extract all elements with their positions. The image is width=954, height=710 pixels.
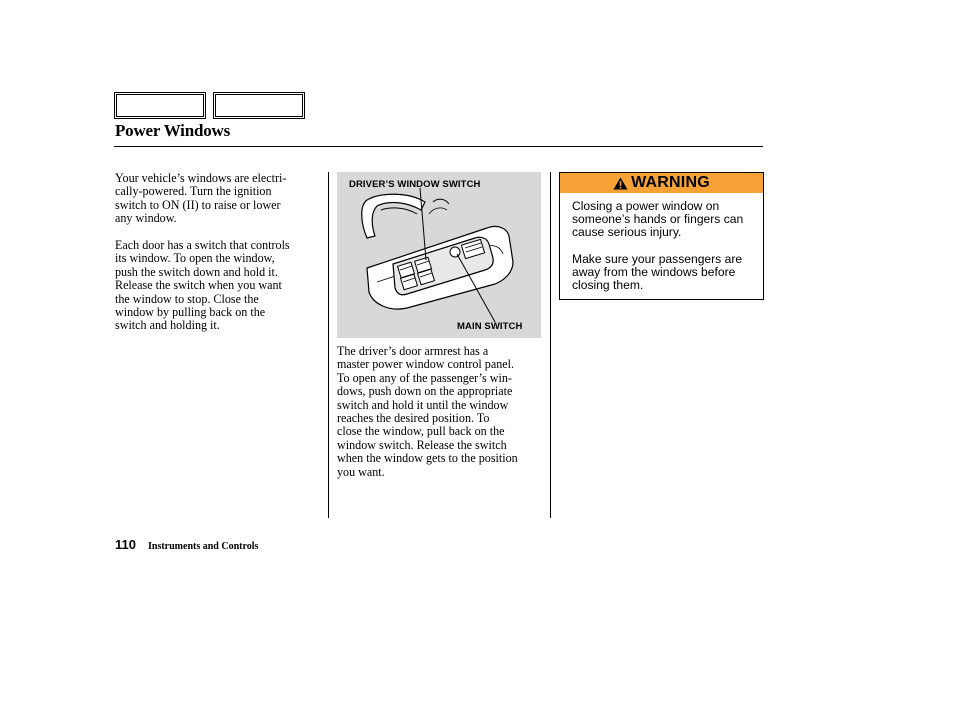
intro-text-column <box>115 172 320 346</box>
section-name: Instruments and Controls <box>148 541 259 552</box>
warning-triangle-icon <box>613 177 628 190</box>
warning-body <box>572 200 758 306</box>
warning-paragraph: Make sure your passengers are away from the windows before closing them. <box>572 251 743 293</box>
page-title: Power Windows <box>115 121 231 140</box>
main-switch-label: MAIN SWITCH <box>457 321 523 332</box>
body-paragraph: The driver’s door armrest has a master power window control panel. To open any of the passenger’s win- dows, push down on the appropriate switch and hold it until the window reaches the desired position. To close the window, pull back on the window switch. Release the switch when the window gets to the position you want. <box>337 344 518 479</box>
warning-box <box>559 172 764 300</box>
warning-title: WARNING <box>631 174 710 191</box>
warning-header <box>560 173 763 193</box>
driver-window-switch-label: DRIVER’S WINDOW SWITCH <box>349 179 481 190</box>
window-switch-illustration <box>337 172 541 338</box>
title-divider <box>114 146 763 147</box>
nav-tab-previous[interactable] <box>114 92 206 119</box>
nav-tab-next[interactable] <box>213 92 305 119</box>
column-divider <box>550 172 551 518</box>
warning-paragraph: Closing a power window on someone’s hands or fingers can cause serious injury. <box>572 199 744 240</box>
body-paragraph: Your vehicle’s windows are electri- cally-powered. Turn the ignition switch to ON (II) to raise or lower any window. <box>115 171 287 226</box>
page-number: 110 <box>115 537 136 552</box>
armrest-drawing <box>337 172 541 338</box>
column-divider <box>328 172 329 518</box>
body-paragraph: Each door has a switch that controls its window. To open the window, push the switch down and hold it. Release the switch when you want the window to stop. Close the window by pulling back on the switch and holding it. <box>115 238 290 333</box>
master-panel-text-column <box>337 345 547 492</box>
